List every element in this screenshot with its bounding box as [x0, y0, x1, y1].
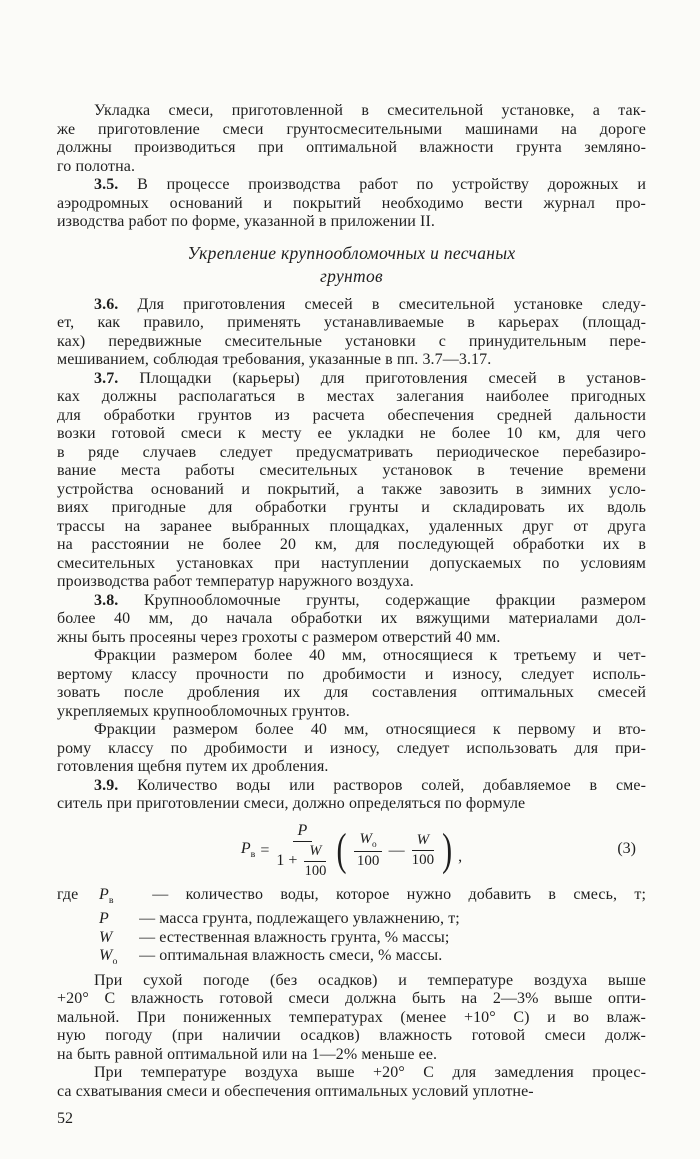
paragraph — [57, 176, 646, 232]
subscript-o: о — [371, 840, 377, 850]
section-number: 3.8. — [94, 591, 119, 609]
text-line: ет, как правило, применять устанавливаемые в карьерах (площад- — [57, 314, 646, 331]
formula-body — [241, 822, 462, 880]
paragraphs-bottom — [57, 972, 646, 1102]
text-line: Фракции размером более 40 мм, относящиеся к третьему и чет- — [94, 647, 646, 664]
section-number: 3.9. — [94, 776, 119, 794]
variable: W — [99, 928, 113, 946]
text-line: на быть равной оптимальной или на 1—2% меньше ее. — [57, 1045, 438, 1063]
text-line: 3.9. Количество воды или растворов солей, добавляемое в сме- — [94, 776, 646, 794]
text-line: рому классу по дробимости и износу, следует использовать для при- — [57, 739, 646, 757]
variable-p: P — [297, 821, 308, 839]
subscript-v: в — [250, 849, 256, 861]
text-line: производства работ температур наружного воздуха. — [57, 573, 414, 590]
paragraph — [57, 370, 646, 592]
variable: P — [99, 885, 109, 903]
definition-term — [99, 947, 135, 972]
text-line: в ряде случаев следует предусматривать периодическое перебазиро- — [57, 443, 646, 461]
definition-term — [99, 886, 135, 911]
paragraphs-top — [57, 102, 646, 232]
definition-row: где $P_в$ — количество воды, которое нужно добавить в смесь, т; — [57, 886, 646, 911]
formula-lhs — [241, 840, 255, 860]
text-line: должны производиться при оптимальной влажности грунта земляно- — [57, 139, 646, 156]
w-over-100-fraction — [412, 832, 435, 869]
text-line: на расстоянии не более 20 км, для последующей обработки их в — [57, 536, 646, 553]
text-line: более 40 мм, до начала обработки их вяжущими материалами дол- — [57, 610, 646, 627]
paragraph — [57, 102, 646, 176]
close-paren: ) — [442, 825, 453, 875]
section-heading — [57, 242, 646, 288]
section-number: 3.6. — [94, 295, 119, 313]
definition-row: $W_о$ — оптимальная влажность смеси, % массы. — [57, 947, 646, 972]
text-line: ках) передвижные смесительные установки с принудительным пере- — [57, 332, 646, 350]
main-fraction-numerator — [293, 822, 313, 842]
wo-over-100-fraction — [354, 831, 381, 870]
variable-w: W — [359, 831, 372, 847]
variable-w: W — [416, 832, 430, 848]
equation-number: (3) — [617, 839, 636, 857]
text-line: трассы на заранее выбранных площадках, удаленных друг от друга — [57, 517, 646, 535]
main-fraction-denominator — [276, 842, 328, 880]
section-number: 3.5. — [94, 176, 119, 193]
text-line: мешиванием, соблюдая требования, указанные в пп. 3.7—3.17. — [57, 351, 492, 368]
variable-subscript: о — [112, 956, 118, 968]
paragraphs-mid — [57, 296, 646, 814]
definition-row: P — масса грунта, подлежащего увлажнению, т; — [99, 910, 460, 928]
text-line: готовления щебня путем их дробления. — [57, 758, 329, 775]
text-line: При сухой погоде (без осадков) и температуре воздуха выше — [94, 971, 646, 989]
denominator-prefix: 1 + — [276, 852, 298, 869]
text-line: изводства работ по форме, указанной в приложении II. — [57, 213, 435, 230]
definition-term — [99, 929, 135, 948]
text-line: 3.7. Площадки (карьеры) для приготовления смесей в установ- — [94, 369, 646, 387]
variable-definitions — [57, 886, 646, 972]
minus-sign: — — [388, 841, 405, 859]
text-line: мальной. При пониженных температурах (менее +10° С) и во влаж- — [57, 1008, 646, 1026]
equals-sign: = — [260, 841, 270, 859]
text-line: укрепляемых крупнообломочных грунтов. — [57, 702, 350, 720]
variable-w: W — [309, 842, 322, 859]
paragraph — [57, 592, 646, 648]
variable: W — [99, 947, 113, 965]
section-number: 3.7. — [94, 369, 119, 387]
text-line: зовать после дробления их для составления оптимальных смесей — [57, 684, 646, 701]
fraction-numerator — [304, 843, 326, 862]
text-line: жны быть просеяны через грохоты с размером отверстий 40 мм. — [57, 628, 501, 646]
text-line: го полотна. — [57, 157, 136, 175]
fraction-numerator — [354, 831, 381, 852]
text-line: +20° С влажность готовой смеси должна быть на 2—3% выше опти- — [57, 990, 646, 1008]
text-line: же приготовление смеси грунтосмесительными машинами на дороге — [57, 120, 646, 138]
text-line: ную погоду (при наличии осадков) влажность готовой смеси долж- — [57, 1027, 646, 1045]
paragraph — [57, 647, 646, 721]
paragraph — [57, 777, 646, 814]
open-paren: ( — [336, 825, 347, 875]
text-line: виях пригодные для обработки грунты и складировать их вдоль — [57, 499, 646, 516]
formula-comma: , — [458, 847, 463, 865]
fraction-denominator: 100 — [411, 852, 435, 868]
definition-term — [99, 910, 135, 929]
text-line: 3.6. Для приготовления смесей в смесительной установке следу- — [94, 295, 646, 313]
definition-prefix: где — [57, 885, 79, 903]
text-line: вертому классу прочности по дробимости и износу, следует исполь- — [57, 665, 646, 683]
paragraph — [57, 296, 646, 370]
text-line: са схватывания смеси и обеспечения оптимальных условий уплотне- — [57, 1082, 534, 1100]
text-line: 3.5. В процессе производства работ по устройству дорожных и — [94, 176, 646, 193]
text-line: аэродромных оснований и покрытий необходимо вести журнал про- — [57, 194, 646, 212]
text-line: смесительных установках при наступлении допускаемых по условиям — [57, 554, 646, 572]
w-over-100-fraction — [304, 843, 326, 880]
text-line: возки готовой смеси к месту ее укладки не более 10 км, для чего — [57, 425, 646, 442]
fraction-denominator: 100 — [304, 862, 327, 879]
main-fraction — [276, 822, 328, 880]
section-heading-line2: грунтов — [320, 265, 383, 286]
text-block — [57, 102, 646, 1129]
variable-p: P — [240, 840, 251, 858]
definition-row: W — естественная влажность грунта, % массы; — [99, 928, 450, 946]
fraction-numerator — [412, 832, 435, 851]
text-line: ках должны располагаться в местах залегания наиболее пригодных — [57, 388, 646, 405]
text-line: Фракции размером более 40 мм, относящиеся к первому и вто- — [94, 721, 646, 738]
paragraph — [57, 721, 646, 777]
text-line: для обработки грунтов из расчета обеспечения средней дальности — [57, 406, 646, 424]
formula-3 — [57, 820, 646, 882]
fraction-denominator: 100 — [356, 853, 380, 869]
paragraph — [57, 972, 646, 1065]
text-line: ситель при приготовлении смеси, должно определяться по формуле — [57, 795, 526, 812]
variable-subscript: в — [108, 894, 114, 906]
text-line: устройства оснований и покрытий, а также завозить в зимних усло- — [57, 480, 646, 498]
text-line: 3.8. Крупнообломочные грунты, содержащие фракции размером — [94, 591, 646, 609]
page-number: 52 — [57, 1110, 73, 1128]
variable: P — [99, 910, 109, 928]
text-line: При температуре воздуха выше +20° С для замедления процес- — [94, 1064, 646, 1082]
text-line: вание места работы смесительных установок в течение времени — [57, 462, 646, 479]
section-heading-line1: Укрепление крупнообломочных и песчаных — [187, 242, 516, 263]
text-line: Укладка смеси, приготовленной в смесительной установке, а так- — [94, 102, 646, 119]
paragraph — [57, 1064, 646, 1101]
